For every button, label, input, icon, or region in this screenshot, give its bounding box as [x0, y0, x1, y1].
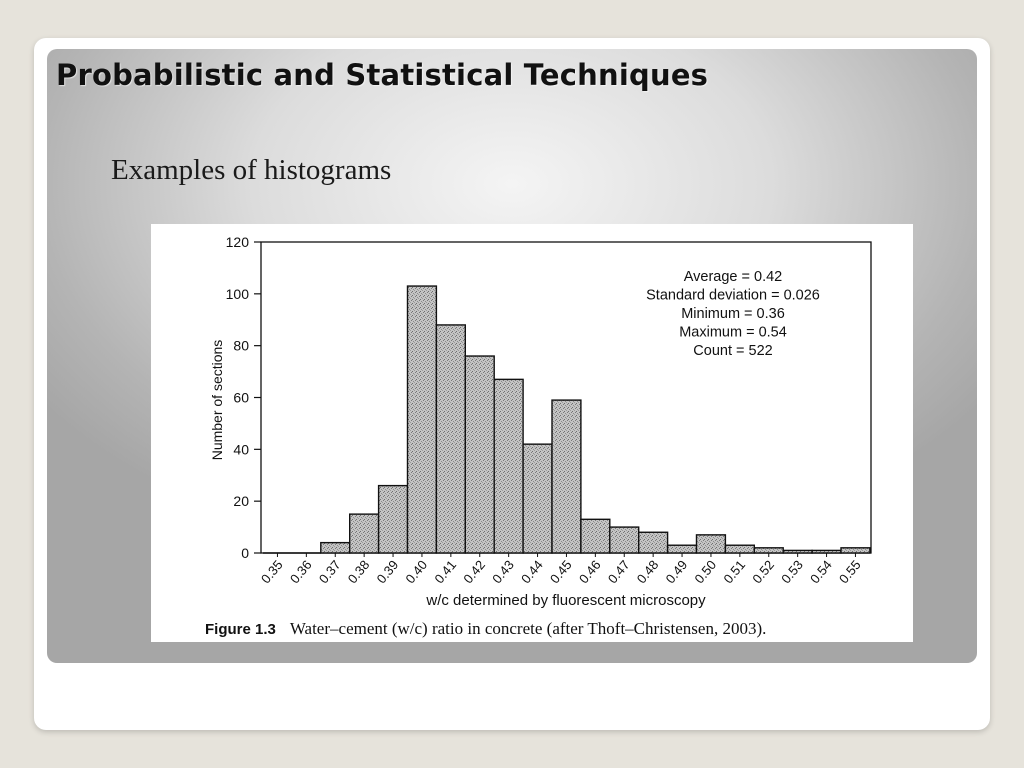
stats-annotation-line: Average = 0.42 — [683, 269, 783, 285]
y-tick-label: 0 — [241, 545, 249, 561]
x-tick-label: 0.41 — [431, 557, 460, 587]
slide-subtitle: Examples of histograms — [111, 154, 392, 186]
slide-title: Probabilistic and Statistical Techniques — [56, 58, 709, 92]
y-tick-label: 60 — [233, 389, 249, 406]
y-tick-label: 120 — [225, 234, 249, 250]
x-tick-label: 0.38 — [344, 557, 373, 587]
histogram-bar — [639, 532, 668, 553]
x-tick-label: 0.40 — [402, 557, 431, 587]
x-tick-label: 0.37 — [315, 557, 344, 587]
y-tick-label: 40 — [233, 441, 249, 458]
histogram-bar — [523, 444, 552, 553]
y-tick-label: 100 — [225, 285, 249, 302]
x-tick-label: 0.36 — [286, 557, 315, 587]
y-tick-label: 80 — [233, 337, 249, 354]
histogram-bar — [350, 514, 379, 553]
histogram-bar — [610, 527, 639, 553]
y-axis-label: Number of sections — [209, 339, 225, 461]
stats-annotation-line: Count = 522 — [693, 343, 773, 359]
x-tick-label: 0.35 — [257, 557, 286, 587]
x-tick-label: 0.43 — [489, 557, 517, 587]
histogram-bar — [408, 286, 437, 553]
x-tick-label: 0.55 — [835, 557, 864, 587]
histogram-bar — [379, 486, 408, 553]
x-tick-label: 0.51 — [720, 557, 749, 587]
histogram-figure — [151, 224, 913, 642]
x-tick-label: 0.50 — [691, 557, 720, 587]
histogram-bar — [697, 535, 726, 553]
x-tick-label: 0.47 — [604, 557, 633, 587]
histogram-chart — [151, 224, 913, 642]
histogram-bar — [668, 545, 697, 553]
figure-caption — [205, 619, 766, 645]
histogram-bar — [321, 543, 350, 553]
histogram-bar — [812, 550, 841, 553]
histogram-bar — [552, 400, 581, 553]
histogram-bar — [841, 548, 870, 553]
x-tick-label: 0.46 — [575, 557, 604, 587]
x-tick-label: 0.53 — [778, 557, 806, 587]
histogram-bar — [465, 356, 494, 553]
histogram-bar — [725, 545, 754, 553]
x-tick-label: 0.49 — [662, 557, 691, 587]
histogram-bar — [436, 325, 465, 553]
stats-annotation-line: Standard deviation = 0.026 — [646, 287, 820, 304]
stats-annotation-line: Minimum = 0.36 — [681, 306, 785, 322]
histogram-bar — [581, 519, 610, 553]
x-tick-label: 0.44 — [518, 557, 546, 587]
x-tick-label: 0.42 — [460, 557, 489, 587]
histogram-bar — [754, 548, 783, 553]
histogram-bar — [783, 550, 812, 553]
x-tick-label: 0.48 — [633, 557, 662, 587]
x-tick-label: 0.39 — [373, 557, 402, 587]
x-axis-label: w/c determined by fluorescent microscopy — [426, 592, 706, 609]
x-tick-label: 0.54 — [807, 557, 835, 587]
y-tick-label: 20 — [233, 493, 249, 510]
histogram-bar — [494, 379, 523, 553]
figure-caption-text: Water–cement (w/c) ratio in concrete (after Thoft–Christensen, 2003). — [289, 619, 767, 638]
figure-label: Figure 1.3 — [205, 621, 276, 638]
x-tick-label: 0.52 — [749, 557, 778, 587]
stats-annotation-line: Maximum = 0.54 — [679, 324, 787, 341]
x-tick-label: 0.45 — [546, 557, 575, 587]
